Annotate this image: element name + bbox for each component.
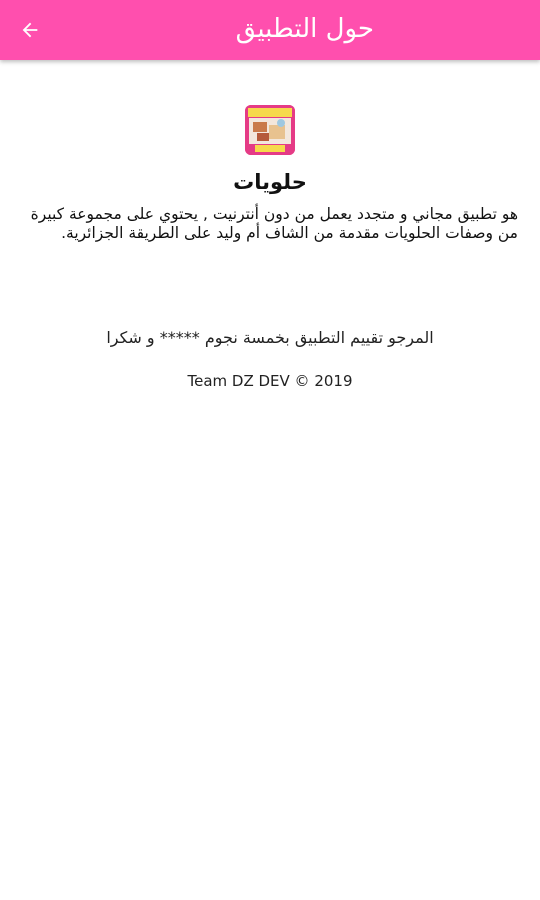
app-icon <box>245 105 295 155</box>
back-button[interactable] <box>10 10 50 50</box>
arrow-left-icon <box>19 19 41 41</box>
app-bar <box>0 0 540 60</box>
rate-request-text: المرجو تقييم التطبيق بخمسة نجوم ***** و شكرا <box>106 328 434 347</box>
about-content <box>0 60 540 900</box>
page-title: حول التطبيق <box>235 14 374 44</box>
app-description: هو تطبيق مجاني و متجدد يعمل من دون أنترنيت , يحتوي على مجموعة كبيرة من وصفات الحلويات مقدمة من الشاف أم وليد على الطريقة الجزائرية. <box>30 205 518 242</box>
app-name: حلويات <box>233 170 307 194</box>
copyright-text: Team DZ DEV © 2019 <box>187 372 353 390</box>
